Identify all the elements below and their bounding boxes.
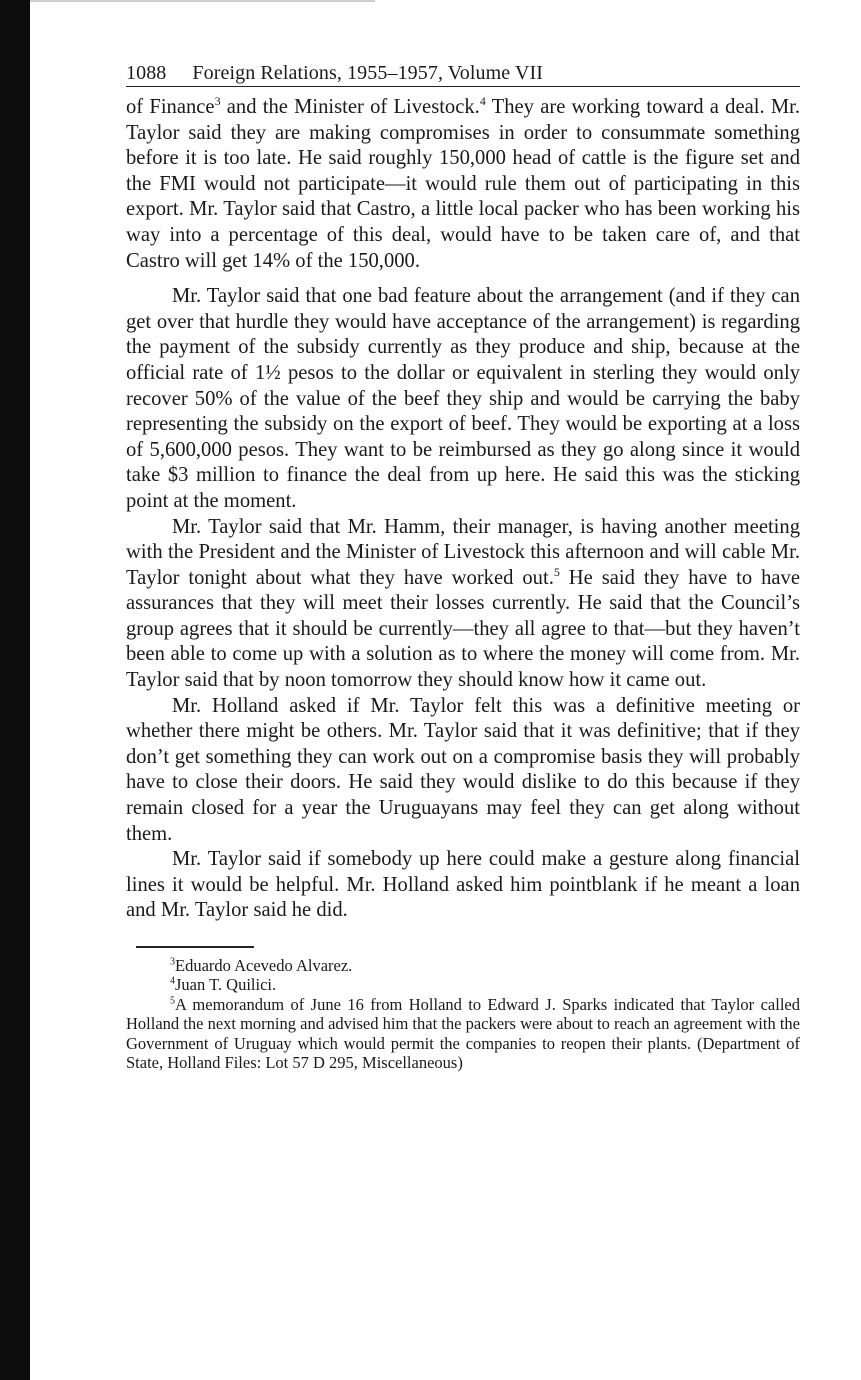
footnote-text: Juan T. Quilici. xyxy=(175,975,277,994)
paragraph-text: They are working toward a deal. Mr. Taylor said they are making compromises in order to consummate something before it is too late. He said roughly 150,000 head of cattle is the figure set and the FMI would not participate—it would rule them out of participating in this export. Mr. Taylor said that Castro, a little local packer who has been working his way into a percentage of this deal, would have to be taken care of, and that Castro will get 14% of the 150,000. xyxy=(126,96,800,272)
paragraph-4 xyxy=(126,694,800,848)
scan-left-edge xyxy=(0,0,30,1380)
paragraph-5 xyxy=(126,847,800,924)
document-page xyxy=(126,60,800,1073)
footnote-rule xyxy=(136,946,254,948)
footnote-marker: 5 xyxy=(170,995,175,1006)
footnote-5 xyxy=(126,995,800,1073)
running-head xyxy=(126,60,800,87)
paragraph-2 xyxy=(126,284,800,514)
paragraph-text: Mr. Taylor said that Mr. Hamm, their manager, is having another meeting with the President and the Minister of Livestock this afternoon and will cable Mr. Taylor tonight about what they have worked out. xyxy=(126,515,800,589)
footnote-ref-4: 4 xyxy=(479,94,486,109)
paragraph-text: and the Minister of Livestock. xyxy=(220,96,480,118)
scan-top-edge xyxy=(30,0,375,2)
footnote-ref-5: 5 xyxy=(553,564,560,579)
paragraph-text: Mr. Holland asked if Mr. Taylor felt this was a definitive meeting or whether there might be others. Mr. Taylor said that it was definitive; that if they don’t get something they can work out on a compromise basis they will probably have to close their doors. He said they would dislike to do this because if they remain closed for a year the Uruguayans may feel they can get along without them. xyxy=(126,694,800,845)
paragraph-3 xyxy=(126,515,800,694)
body-text xyxy=(126,95,800,924)
footnote-3 xyxy=(126,956,800,976)
paragraph-text: Mr. Taylor said if somebody up here could make a gesture along financial lines it would be helpful. Mr. Holland asked him pointblank if he meant a loan and Mr. Taylor said he did. xyxy=(126,848,800,922)
footnote-text: Eduardo Acevedo Alvarez. xyxy=(175,955,353,975)
footnote-marker: 4 xyxy=(170,975,175,987)
paragraph-text: of Finance xyxy=(126,96,215,118)
footnote-text: A memorandum of June 16 from Holland to Edward J. Sparks indicated that Taylor called Holland the next morning and advised him that the packers were about to reach an agreement with the Government of Uruguay which would permit the companies to reopen their plants. (Department of State, Holland Files: Lot 57 D 295, Miscellaneous) xyxy=(126,994,800,1072)
paragraph-1 xyxy=(126,95,800,274)
publication-title: Foreign Relations, 1955–1957, Volume VII xyxy=(192,62,544,84)
footnotes xyxy=(126,956,800,1073)
paragraph-text: He said they have to have assurances that they will meet their losses currently. He said that the Council’s group agrees that it should be currently—they all agree to that—but they haven’t been able to come up with a solution as to where the money will come from. Mr. Taylor said that by noon tomorrow they should know how it came out. xyxy=(126,566,800,692)
paragraph-text: Mr. Taylor said that one bad feature about the arrangement (and if they can get over that hurdle they would have acceptance of the arrangement) is regarding the payment of the subsidy currently as they produce and ship, because at the official rate of 1½ pesos to the dollar or equivalent in sterling they would only recover 50% of the value of the beef they ship and would be carrying the baby representing the subsidy on the export of beef. They would be exporting at a loss of 5,600,000 pesos. They want to be reimbursed as they go along since it would take $3 million to finance the deal from up here. He said this was the sticking point at the moment. xyxy=(126,285,800,512)
footnote-4 xyxy=(126,975,800,995)
page-number: 1088 xyxy=(126,62,167,84)
footnote-ref-3: 3 xyxy=(214,94,221,109)
footnote-marker: 3 xyxy=(170,956,175,967)
